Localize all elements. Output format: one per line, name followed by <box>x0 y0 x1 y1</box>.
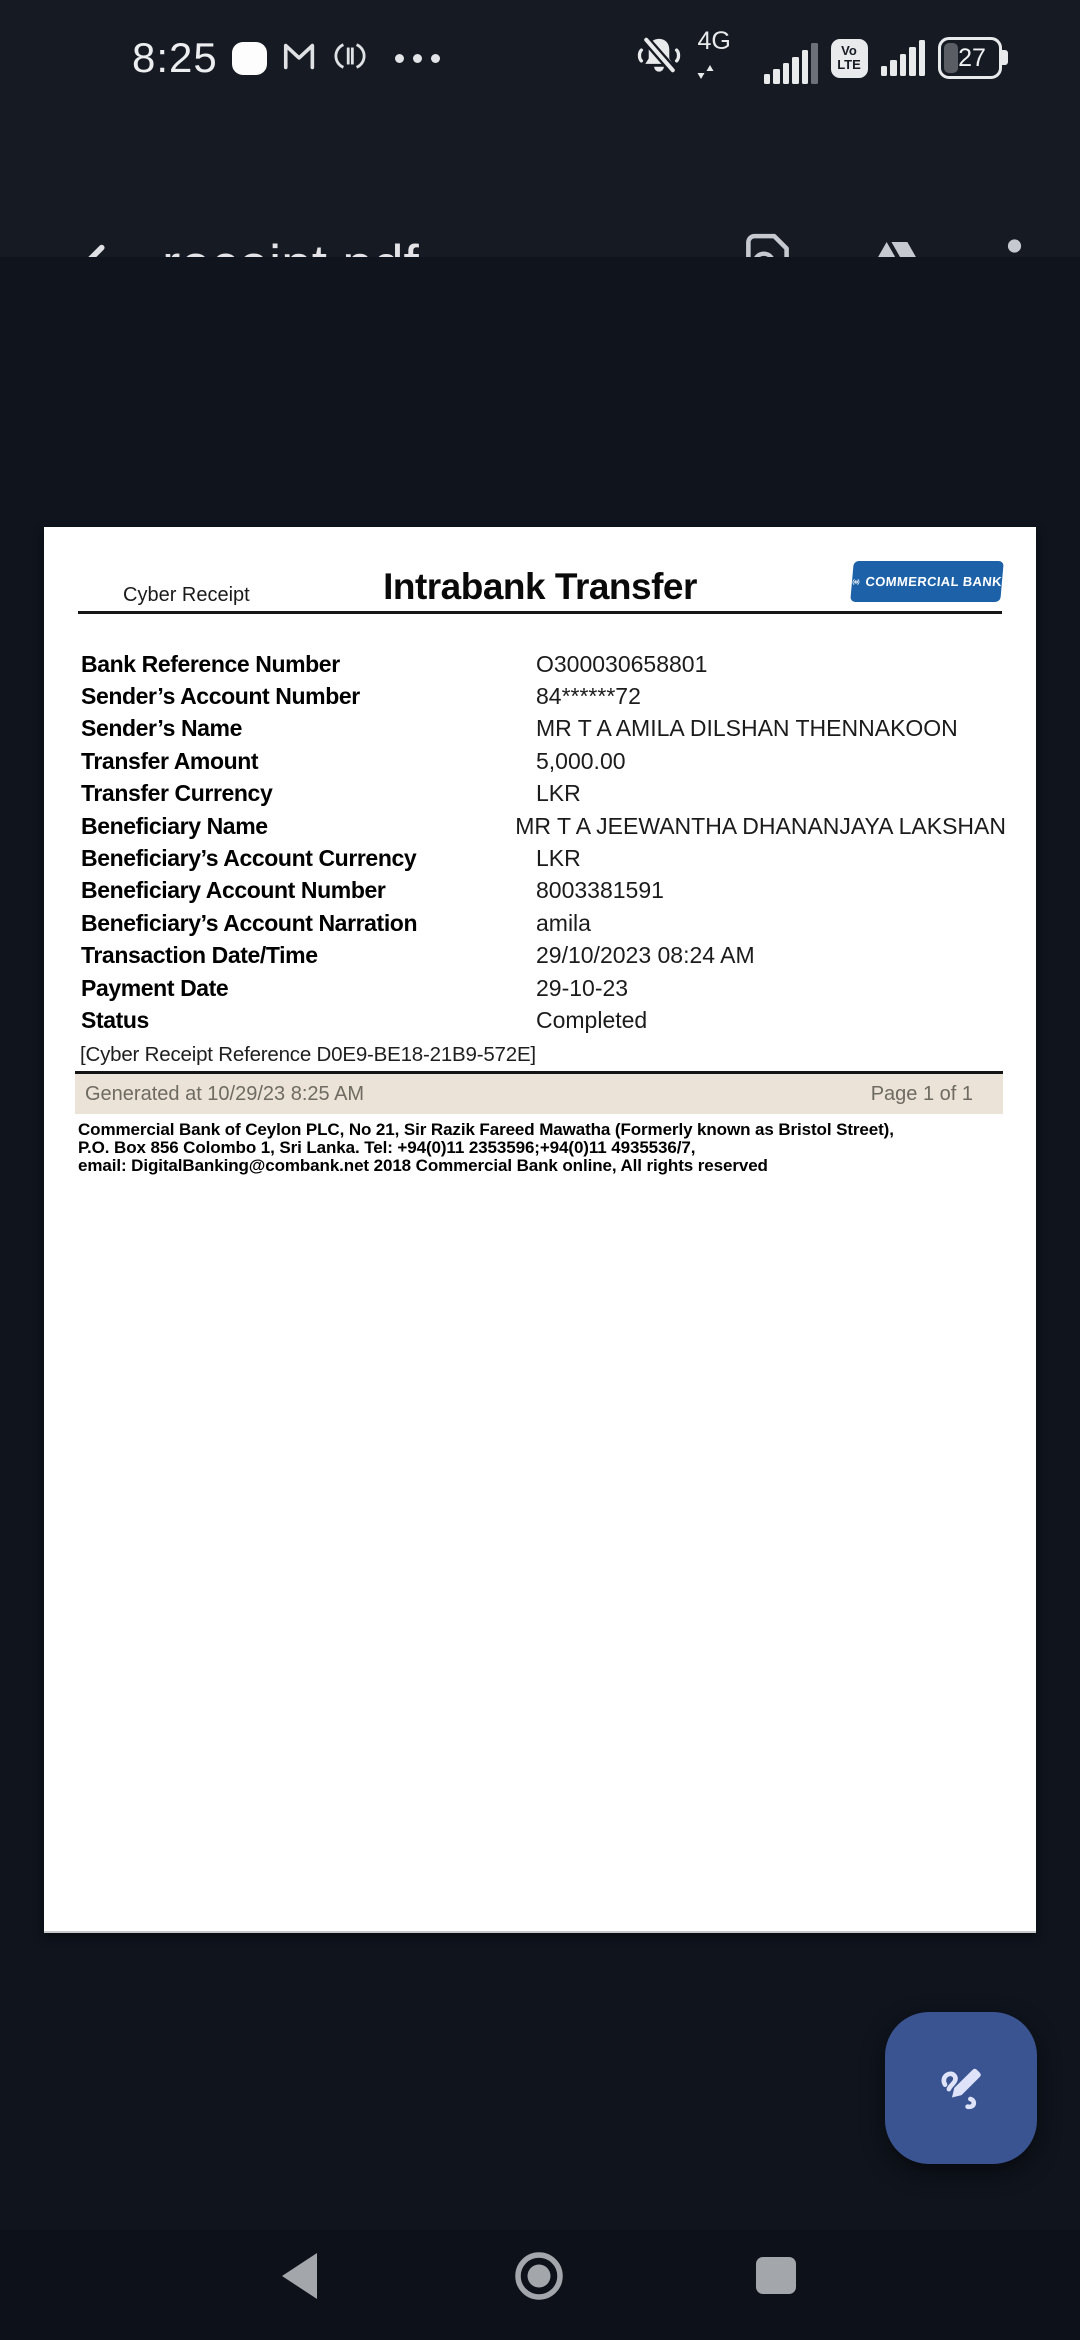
field-label: Beneficiary Account Number <box>81 877 386 904</box>
receipt-field-row <box>81 810 1006 842</box>
top-bars <box>0 0 1080 257</box>
receipt-field-row <box>81 1004 1006 1036</box>
receipt-field-row <box>81 842 1006 874</box>
commercial-bank-notification-icon <box>333 40 367 77</box>
bank-logo-text: COMMERCIAL BANK <box>864 574 1003 589</box>
field-value: 29-10-23 <box>536 974 629 1001</box>
field-label: Beneficiary’s Account Narration <box>81 909 418 936</box>
nav-home-button[interactable] <box>511 2248 567 2304</box>
receipt-fields <box>81 648 1006 1037</box>
field-label: Bank Reference Number <box>81 650 340 677</box>
receipt-field-row <box>81 875 1006 907</box>
field-label: Beneficiary Name <box>81 812 268 839</box>
field-value: 84******72 <box>536 683 641 710</box>
bank-address-footer <box>78 1121 894 1175</box>
receipt-field-row <box>81 648 1006 680</box>
commercial-bank-logo <box>850 561 1004 602</box>
annotate-fab[interactable] <box>885 2012 1037 2164</box>
commercial-bank-mark-icon <box>851 570 861 594</box>
footer-line: Commercial Bank of Ceylon PLC, No 21, Sir Razik Fareed Mawatha (Formerly known as Bristol Street), <box>78 1120 894 1139</box>
receipt-field-row <box>81 778 1006 810</box>
stylus-annotate-icon <box>928 2055 994 2121</box>
field-value: 5,000.00 <box>536 747 626 774</box>
status-bar-right <box>635 26 1011 90</box>
receipt-field-row <box>81 680 1006 712</box>
receipt-field-row <box>81 940 1006 972</box>
nav-recents-icon <box>755 2256 797 2296</box>
field-label: Sender’s Name <box>81 715 242 742</box>
field-label: Transaction Date/Time <box>81 942 318 969</box>
more-notifications-dots-icon <box>395 54 440 63</box>
clock: 8:25 <box>132 34 218 81</box>
volte-badge: Vo LTE <box>831 39 868 78</box>
footer-line: P.O. Box 856 Colombo 1, Sri Lanka. Tel: +94(0)11 2353596;+94(0)11 4935536/7, <box>78 1138 696 1157</box>
battery-icon <box>938 37 1002 79</box>
field-value: MR T A JEEWANTHA DHANANJAYA LAKSHAN <box>515 812 1006 839</box>
pdf-page <box>44 527 1036 1933</box>
field-label: Beneficiary’s Account Currency <box>81 845 417 872</box>
signal-bars-icon-1 <box>764 43 818 84</box>
generated-timestamp: Generated at 10/29/23 8:25 AM <box>85 1082 365 1105</box>
pdf-viewer-canvas[interactable] <box>0 257 1080 2230</box>
gmail-icon <box>281 40 319 77</box>
nav-home-icon <box>511 2248 567 2304</box>
page-indicator: Page 1 of 1 <box>870 1082 973 1105</box>
nav-recents-button[interactable] <box>755 2256 797 2296</box>
receipt-title: Intrabank Transfer <box>383 566 697 607</box>
field-value: amila <box>536 909 591 936</box>
field-label: Transfer Amount <box>81 747 259 774</box>
receipt-field-row <box>81 907 1006 939</box>
pdf-viewer-toolbar <box>0 90 1080 257</box>
field-value: LKR <box>536 780 581 807</box>
receipt-field-row <box>81 972 1006 1004</box>
field-label: Payment Date <box>81 974 229 1001</box>
nav-back-button[interactable] <box>279 2252 319 2300</box>
cyber-receipt-reference: [Cyber Receipt Reference D0E9-BE18-21B9-572E] <box>80 1043 536 1066</box>
receipt-field-row <box>81 745 1006 777</box>
mobile-network-1 <box>696 29 818 87</box>
field-value: MR T A AMILA DILSHAN THENNAKOON <box>536 715 958 742</box>
signal-bars-icon-2 <box>881 40 926 76</box>
receipt-field-row <box>81 713 1006 745</box>
field-label: Status <box>81 1006 149 1033</box>
notifications-muted-icon <box>635 32 683 84</box>
footer-line: email: DigitalBanking@combank.net 2018 Commercial Bank online, All rights reserved <box>78 1156 768 1175</box>
generated-bar <box>75 1074 1003 1114</box>
receipt-type-label: Cyber Receipt <box>123 584 250 606</box>
field-value: 29/10/2023 08:24 AM <box>536 942 755 969</box>
network-type-label: 4G <box>697 27 731 55</box>
battery-percent: 27 <box>958 43 986 72</box>
field-value: O300030658801 <box>536 650 708 677</box>
field-value: Completed <box>536 1006 648 1033</box>
field-label: Transfer Currency <box>81 780 273 807</box>
nav-back-icon <box>279 2252 319 2300</box>
data-activity-arrows-icon <box>696 64 716 85</box>
field-label: Sender’s Account Number <box>81 683 360 710</box>
field-value: LKR <box>536 845 581 872</box>
status-bar-left <box>132 26 440 90</box>
header-divider <box>78 611 1002 614</box>
app-notification-squircle-icon <box>232 42 267 75</box>
field-value: 8003381591 <box>536 877 664 904</box>
android-navigation-bar <box>0 2230 1080 2340</box>
